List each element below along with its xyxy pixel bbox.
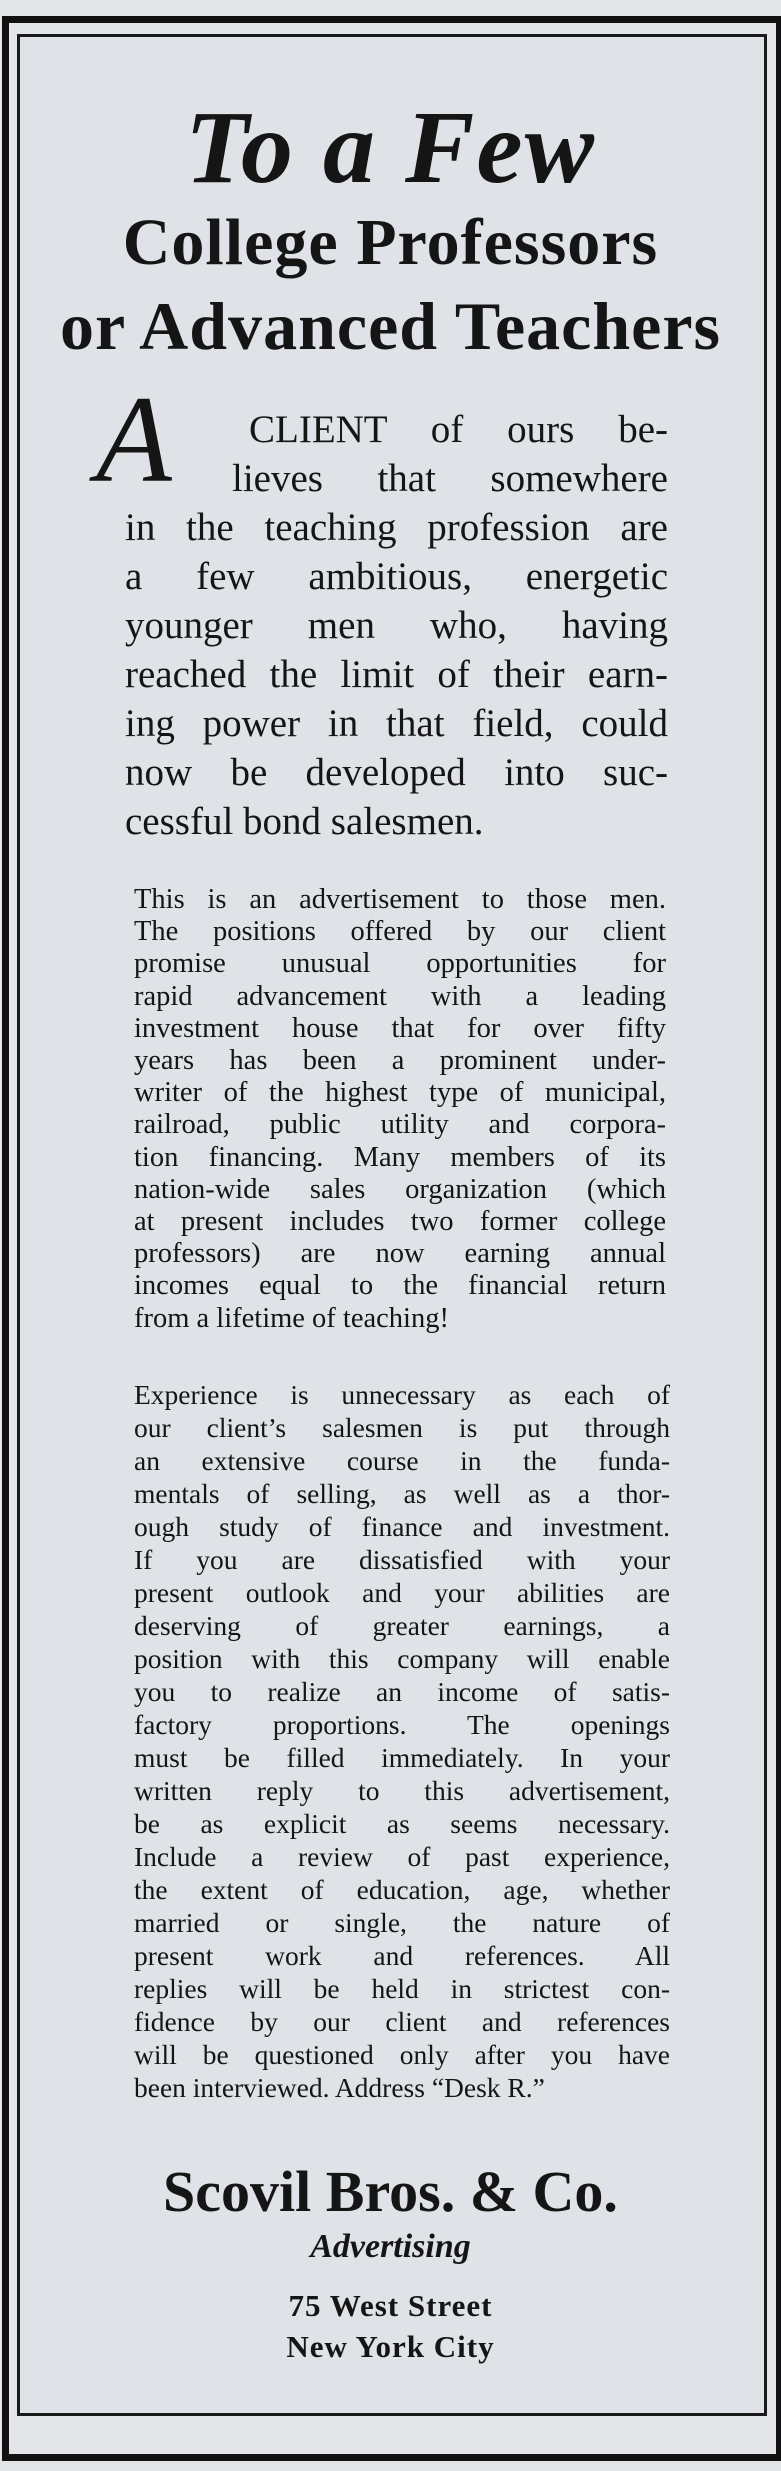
text-line: be as explicit as seems necessary. [134,1808,670,1839]
text-line: been interviewed. Address “Desk R.” [134,2072,545,2103]
text-line: Include a review of past experience, [134,1841,670,1872]
text-line: years has been a prominent under- [134,1045,666,1077]
text-line: in the teaching profession are [125,506,668,549]
text-line: ough study of finance and investment. [134,1511,670,1542]
headline-subtitle-1: College Professors [122,206,659,279]
text-line: This is an advertisement to those men. [134,884,666,915]
text-line: railroad, public utility and corpora- [134,1109,666,1141]
text-line: factory proportions. The openings [134,1709,670,1740]
text-line: our client’s salesmen is put through [134,1412,670,1443]
text-line: cessful bond salesmen. [125,800,484,843]
company-tagline: Advertising [310,2228,471,2265]
text-line: lieves that somewhere [232,457,668,500]
text-line: a few ambitious, energetic [125,555,668,598]
text-line: If you are dissatisfied with your [134,1544,670,1575]
text-line: investment house that for over fifty [134,1012,666,1044]
intro-paragraph [125,405,668,846]
text-line: The positions offered by our client [134,916,666,948]
text-line: Experience is unnecessary as each of [134,1379,670,1410]
text-line: incomes equal to the financial return [134,1270,666,1302]
headline-subtitle-2: or Advanced Teachers [59,288,722,364]
text-line: position with this company will enable [134,1643,670,1674]
text-line: CLIENT of ours be- [249,408,668,451]
text-line: tion financing. Many members of its [134,1141,666,1173]
company-name: Scovil Bros. & Co. [163,2159,618,2224]
text-line: professors) are now earning annual [134,1238,666,1270]
text-line: the extent of education, age, whether [134,1874,670,1905]
text-line: nation-wide sales organization (which [134,1173,666,1205]
text-line: deserving of greater earnings, a [134,1610,670,1641]
text-line: married or single, the nature of [134,1907,670,1938]
text-line: from a lifetime of teaching! [134,1302,449,1334]
text-line: present work and references. All [134,1940,670,1971]
text-line: writer of the highest type of municipal, [134,1077,666,1109]
text-line: fidence by our client and references [134,2006,670,2037]
address-city: New York City [286,2329,495,2364]
text-line: you to realize an income of satis- [134,1676,670,1707]
text-line: now be developed into suc- [125,751,668,794]
text-line: younger men who, having [125,604,668,647]
text-line: rapid advancement with a leading [134,980,666,1012]
text-line: reached the limit of their earn- [125,653,668,696]
text-line: ing power in that field, could [125,702,668,745]
text-line: replies will be held in strictest con- [134,1973,670,2004]
address-street: 75 West Street [288,2288,493,2323]
text-line: promise unusual opportunities for [134,948,666,980]
body-paragraph-2 [134,1378,670,2104]
text-line: must be filled immediately. In your [134,1742,670,1773]
text-line: an extensive course in the funda- [134,1445,670,1476]
text-line: will be questioned only after you have [134,2039,670,2070]
body-paragraph-1 [134,884,666,1335]
text-line: mentals of selling, as well as a thor- [134,1478,670,1509]
text-line: written reply to this advertisement, [134,1775,670,1806]
text-line: present outlook and your abilities are [134,1577,670,1608]
headline-title: To a Few [185,90,596,205]
drop-cap: A [96,371,172,508]
text-line: at present includes two former college [134,1206,666,1238]
